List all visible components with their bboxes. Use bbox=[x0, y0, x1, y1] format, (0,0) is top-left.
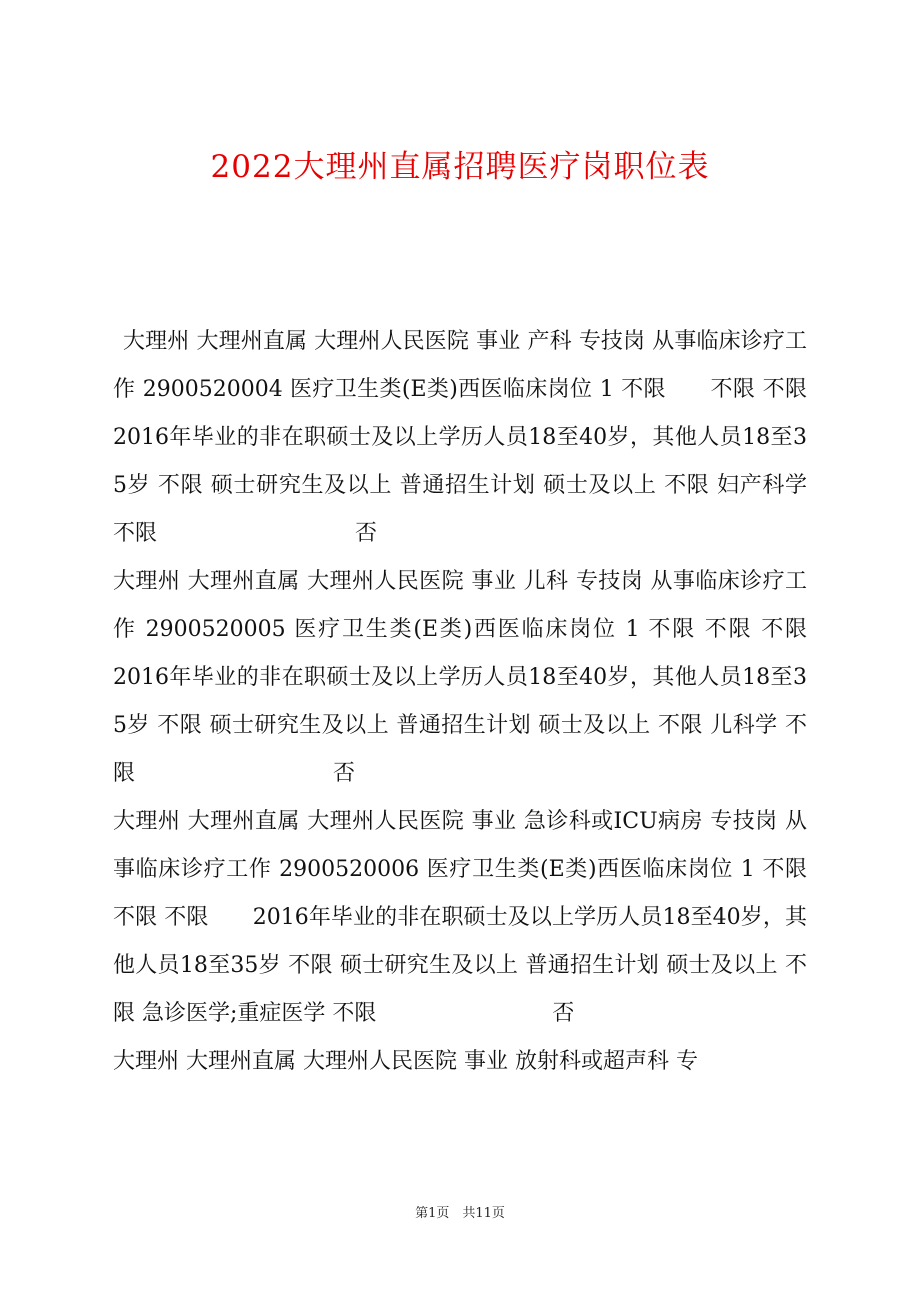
position-record: 大理州 大理州直属 大理州人民医院 事业 急诊科或ICU病房 专技岗 从事临床诊疗工作 2900520006 医疗卫生类(E类)西医临床岗位 1 不限 不限 不限 2016年毕业的非在职硕士及以上学历人员18至40岁，其他人员18至35岁 不限 硕士研究生及以上 普通招生计划 硕士及以上 不限 急诊医学;重症医学 不限 否 bbox=[113, 809, 852, 1026]
document-body bbox=[113, 318, 852, 1086]
position-record: 大理州 大理州直属 大理州人民医院 事业 产科 专技岗 从事临床诊疗工作 2900520004 医疗卫生类(E类)西医临床岗位 1 不限 不限 不限 2016年毕业的非在职硕士及以上学历人员18至40岁，其他人员18至35岁 不限 硕士研究生及以上 普通招生计划 硕士及以上 不限 妇产科学 不限 否 bbox=[113, 329, 852, 546]
page-title: 2022大理州直属招聘医疗岗职位表 bbox=[210, 149, 710, 185]
page-footer: 第1页 共11页 bbox=[415, 1206, 505, 1221]
position-record: 大理州 大理州直属 大理州人民医院 事业 放射科或超声科 专 bbox=[113, 1049, 698, 1074]
position-record: 大理州 大理州直属 大理州人民医院 事业 儿科 专技岗 从事临床诊疗工作 2900520005 医疗卫生类(E类)西医临床岗位 1 不限 不限 不限 2016年毕业的非在职硕士及以上学历人员18至40岁，其他人员18至35岁 不限 硕士研究生及以上 普通招生计划 硕士及以上 不限 儿科学 不限 否 bbox=[113, 569, 852, 786]
